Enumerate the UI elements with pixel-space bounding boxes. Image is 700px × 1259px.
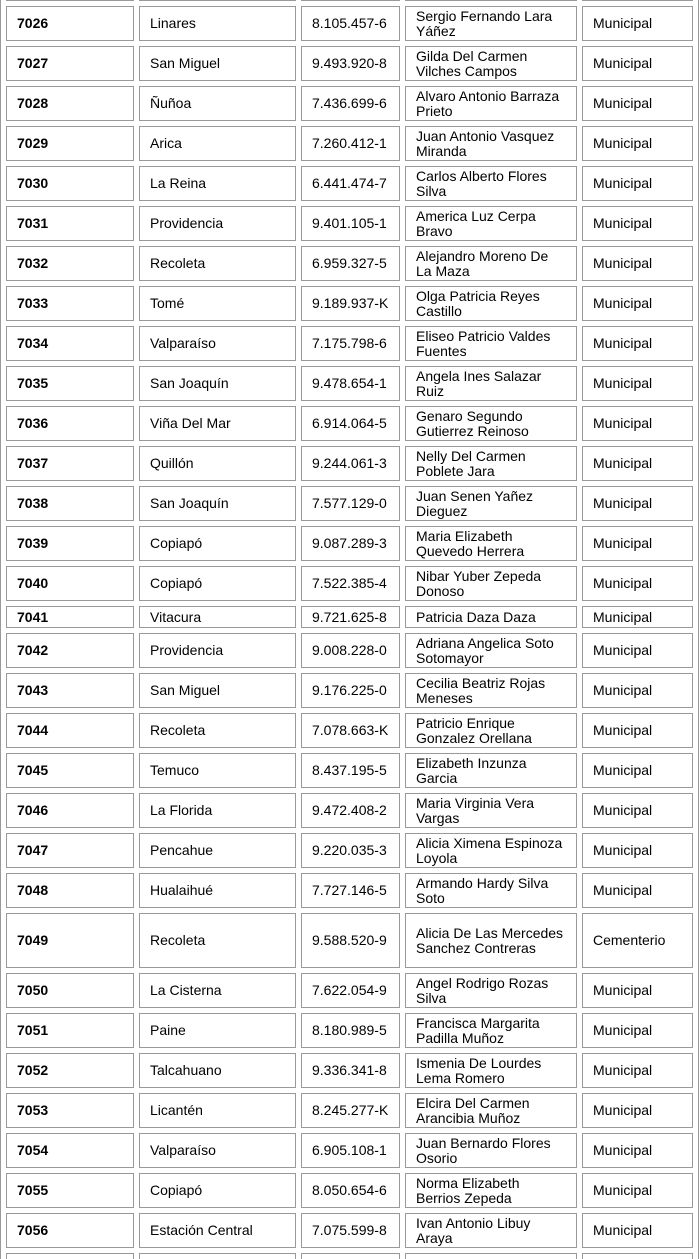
comuna-cell: San Miguel xyxy=(139,673,296,708)
comuna-cell: Quillón xyxy=(139,446,296,481)
type-cell: Municipal xyxy=(582,1173,693,1208)
table-row xyxy=(6,1093,693,1128)
name-cell: Gilda Del Carmen Vilches Campos xyxy=(405,46,577,81)
comuna-cell: Talcahuano xyxy=(139,1053,296,1088)
name-cell: Maria Elizabeth Quevedo Herrera xyxy=(405,526,577,561)
name-cell: Elizabeth Inzunza Garcia xyxy=(405,753,577,788)
rut-cell: 9.478.654-1 xyxy=(301,366,400,401)
type-cell: Municipal xyxy=(582,126,693,161)
name-cell: Juan Antonio Vasquez Miranda xyxy=(405,126,577,161)
type-cell: Municipal xyxy=(582,366,693,401)
type-cell: Municipal xyxy=(582,973,693,1008)
rut-cell: 7.522.385-4 xyxy=(301,566,400,601)
name-cell: Alicia De Las Mercedes Sanchez Contreras xyxy=(405,913,577,968)
type-cell: Municipal xyxy=(582,406,693,441)
name-cell: Francisca Margarita Padilla Muñoz xyxy=(405,1013,577,1048)
table-row xyxy=(6,633,693,668)
row-id-cell: 7043 xyxy=(6,673,134,708)
comuna-cell: Copiapó xyxy=(139,526,296,561)
table-row xyxy=(6,973,693,1008)
table-row xyxy=(6,753,693,788)
table-row xyxy=(6,86,693,121)
table-row xyxy=(6,1133,693,1168)
type-cell: Municipal xyxy=(582,1013,693,1048)
row-id-cell: 7041 xyxy=(6,606,134,628)
table-row xyxy=(6,286,693,321)
type-cell: Municipal xyxy=(582,1213,693,1248)
comuna-cell: Viña Del Mar xyxy=(139,406,296,441)
rut-cell: 9.472.408-2 xyxy=(301,793,400,828)
row-id-cell: 7036 xyxy=(6,406,134,441)
rut-cell: 7.078.663-K xyxy=(301,713,400,748)
rut-cell: 7.577.129-0 xyxy=(301,486,400,521)
comuna-cell: Paine xyxy=(139,1013,296,1048)
name-cell: Nelly Del Carmen Poblete Jara xyxy=(405,446,577,481)
comuna-cell: Copiapó xyxy=(139,1173,296,1208)
rut-cell: 9.244.061-3 xyxy=(301,446,400,481)
name-cell: Ismenia De Lourdes Lema Romero xyxy=(405,1053,577,1088)
rut-cell: 9.008.228-0 xyxy=(301,633,400,668)
table-row xyxy=(6,673,693,708)
table-row xyxy=(6,1213,693,1248)
rut-cell: 6.441.474-7 xyxy=(301,166,400,201)
comuna-cell: Copiapó xyxy=(139,566,296,601)
partial-row-bottom xyxy=(6,1253,693,1259)
row-id-cell: 7029 xyxy=(6,126,134,161)
table-row xyxy=(6,366,693,401)
comuna-cell: Vitacura xyxy=(139,606,296,628)
table-row xyxy=(6,606,693,628)
rut-cell: 9.176.225-0 xyxy=(301,673,400,708)
type-cell xyxy=(582,1253,693,1259)
name-cell: Angel Rodrigo Rozas Silva xyxy=(405,973,577,1008)
type-cell: Cementerio xyxy=(582,913,693,968)
table-row xyxy=(6,833,693,868)
comuna-cell: Estación Central xyxy=(139,1213,296,1248)
comuna-cell: Licantén xyxy=(139,1093,296,1128)
row-id-cell: 7048 xyxy=(6,873,134,908)
table-row xyxy=(6,206,693,241)
name-cell: America Luz Cerpa Bravo xyxy=(405,206,577,241)
type-cell: Municipal xyxy=(582,1133,693,1168)
type-cell: Municipal xyxy=(582,46,693,81)
comuna-cell: Linares xyxy=(139,6,296,41)
row-id-cell: 7052 xyxy=(6,1053,134,1088)
partial-row-top xyxy=(6,0,693,1)
row-id-cell: 7056 xyxy=(6,1213,134,1248)
row-id-cell xyxy=(6,0,134,1)
comuna-cell: Recoleta xyxy=(139,246,296,281)
rut-cell: 8.245.277-K xyxy=(301,1093,400,1128)
comuna-cell xyxy=(139,0,296,1)
rut-cell: 9.220.035-3 xyxy=(301,833,400,868)
rut-cell: 7.727.146-5 xyxy=(301,873,400,908)
comuna-cell: Hualaihué xyxy=(139,873,296,908)
row-id-cell: 7046 xyxy=(6,793,134,828)
comuna-cell: San Joaquín xyxy=(139,366,296,401)
type-cell: Municipal xyxy=(582,326,693,361)
row-id-cell: 7026 xyxy=(6,6,134,41)
rut-cell: 8.105.457-6 xyxy=(301,6,400,41)
rut-cell: 9.189.937-K xyxy=(301,286,400,321)
name-cell: Maria Virginia Vera Vargas xyxy=(405,793,577,828)
row-id-cell: 7051 xyxy=(6,1013,134,1048)
name-cell: Eliseo Patricio Valdes Fuentes xyxy=(405,326,577,361)
type-cell: Municipal xyxy=(582,166,693,201)
row-id-cell: 7034 xyxy=(6,326,134,361)
comuna-cell: Temuco xyxy=(139,753,296,788)
comuna-cell: Pencahue xyxy=(139,833,296,868)
table-row xyxy=(6,526,693,561)
row-id-cell: 7044 xyxy=(6,713,134,748)
name-cell: Armando Hardy Silva Soto xyxy=(405,873,577,908)
table-row xyxy=(6,446,693,481)
name-cell xyxy=(405,0,577,1)
comuna-cell: San Miguel xyxy=(139,46,296,81)
row-id-cell: 7032 xyxy=(6,246,134,281)
table-body xyxy=(6,6,693,1248)
name-cell: Genaro Segundo Gutierrez Reinoso xyxy=(405,406,577,441)
row-id-cell: 7038 xyxy=(6,486,134,521)
name-cell: Patricia Daza Daza xyxy=(405,606,577,628)
name-cell: Elcira Del Carmen Arancibia Muñoz xyxy=(405,1093,577,1128)
rut-cell xyxy=(301,0,400,1)
type-cell: Municipal xyxy=(582,873,693,908)
row-id-cell: 7042 xyxy=(6,633,134,668)
name-cell: Alicia Ximena Espinoza Loyola xyxy=(405,833,577,868)
table-row xyxy=(6,246,693,281)
rut-cell: 9.336.341-8 xyxy=(301,1053,400,1088)
type-cell xyxy=(582,0,693,1)
partial-bottom-body xyxy=(6,1253,693,1259)
type-cell: Municipal xyxy=(582,633,693,668)
table-row xyxy=(6,126,693,161)
comuna-cell: Providencia xyxy=(139,206,296,241)
name-cell: Carlos Alberto Flores Silva xyxy=(405,166,577,201)
comuna-cell: Ñuñoa xyxy=(139,86,296,121)
rut-cell: 8.437.195-5 xyxy=(301,753,400,788)
row-id-cell: 7053 xyxy=(6,1093,134,1128)
comuna-cell: La Cisterna xyxy=(139,973,296,1008)
table-row xyxy=(6,713,693,748)
rut-cell: 8.050.654-6 xyxy=(301,1173,400,1208)
type-cell: Municipal xyxy=(582,713,693,748)
name-cell: Juan Senen Yañez Dieguez xyxy=(405,486,577,521)
name-cell: Cecilia Beatriz Rojas Meneses xyxy=(405,673,577,708)
comuna-cell xyxy=(139,1253,296,1259)
type-cell: Municipal xyxy=(582,673,693,708)
type-cell: Municipal xyxy=(582,793,693,828)
partial-top-body xyxy=(6,0,693,1)
comuna-cell: La Reina xyxy=(139,166,296,201)
table-row xyxy=(6,486,693,521)
type-cell: Municipal xyxy=(582,206,693,241)
rut-cell: 9.493.920-8 xyxy=(301,46,400,81)
table-row xyxy=(6,913,693,968)
comuna-cell: San Joaquín xyxy=(139,486,296,521)
type-cell: Municipal xyxy=(582,86,693,121)
comuna-cell: Valparaíso xyxy=(139,1133,296,1168)
name-cell: Olga Patricia Reyes Castillo xyxy=(405,286,577,321)
name-cell: Norma Elizabeth Berrios Zepeda xyxy=(405,1173,577,1208)
row-id-cell: 7049 xyxy=(6,913,134,968)
comuna-cell: Tomé xyxy=(139,286,296,321)
row-id-cell: 7050 xyxy=(6,973,134,1008)
name-cell: Alvaro Antonio Barraza Prieto xyxy=(405,86,577,121)
name-cell: Ivan Antonio Libuy Araya xyxy=(405,1213,577,1248)
table-row xyxy=(6,6,693,41)
row-id-cell: 7047 xyxy=(6,833,134,868)
rut-cell: 9.087.289-3 xyxy=(301,526,400,561)
rut-cell: 8.180.989-5 xyxy=(301,1013,400,1048)
type-cell: Municipal xyxy=(582,6,693,41)
table-row xyxy=(6,1173,693,1208)
name-cell: Patricio Enrique Gonzalez Orellana xyxy=(405,713,577,748)
rut-cell: 7.175.798-6 xyxy=(301,326,400,361)
row-id-cell: 7030 xyxy=(6,166,134,201)
row-id-cell: 7040 xyxy=(6,566,134,601)
name-cell: Juan Bernardo Flores Osorio xyxy=(405,1133,577,1168)
type-cell: Municipal xyxy=(582,833,693,868)
type-cell: Municipal xyxy=(582,526,693,561)
name-cell: Angela Ines Salazar Ruiz xyxy=(405,366,577,401)
table-row xyxy=(6,46,693,81)
row-id-cell: 7055 xyxy=(6,1173,134,1208)
type-cell: Municipal xyxy=(582,446,693,481)
name-cell: Alejandro Moreno De La Maza xyxy=(405,246,577,281)
table-row xyxy=(6,793,693,828)
type-cell: Municipal xyxy=(582,1093,693,1128)
type-cell: Municipal xyxy=(582,606,693,628)
table-row xyxy=(6,1013,693,1048)
row-id-cell: 7035 xyxy=(6,366,134,401)
comuna-cell: Arica xyxy=(139,126,296,161)
rut-cell: 7.622.054-9 xyxy=(301,973,400,1008)
row-id-cell: 7054 xyxy=(6,1133,134,1168)
type-cell: Municipal xyxy=(582,566,693,601)
row-id-cell: 7037 xyxy=(6,446,134,481)
rut-cell: 6.959.327-5 xyxy=(301,246,400,281)
table-row xyxy=(6,873,693,908)
comuna-cell: Recoleta xyxy=(139,713,296,748)
row-id-cell: 7027 xyxy=(6,46,134,81)
comuna-cell: Valparaíso xyxy=(139,326,296,361)
type-cell: Municipal xyxy=(582,1053,693,1088)
type-cell: Municipal xyxy=(582,753,693,788)
rut-cell: 9.588.520-9 xyxy=(301,913,400,968)
row-id-cell: 7039 xyxy=(6,526,134,561)
comuna-cell: Recoleta xyxy=(139,913,296,968)
table-row xyxy=(6,166,693,201)
type-cell: Municipal xyxy=(582,286,693,321)
rut-cell: 6.905.108-1 xyxy=(301,1133,400,1168)
table-row xyxy=(6,406,693,441)
table-row xyxy=(6,566,693,601)
name-cell xyxy=(405,1253,577,1259)
type-cell: Municipal xyxy=(582,486,693,521)
row-id-cell: 7028 xyxy=(6,86,134,121)
type-cell: Municipal xyxy=(582,246,693,281)
comuna-cell: La Florida xyxy=(139,793,296,828)
name-cell: Adriana Angelica Soto Sotomayor xyxy=(405,633,577,668)
table-row xyxy=(6,1053,693,1088)
row-id-cell: 7031 xyxy=(6,206,134,241)
rut-cell: 9.721.625-8 xyxy=(301,606,400,628)
row-id-cell: 7045 xyxy=(6,753,134,788)
rut-cell: 9.401.105-1 xyxy=(301,206,400,241)
rut-cell: 7.436.699-6 xyxy=(301,86,400,121)
row-id-cell: 7033 xyxy=(6,286,134,321)
rut-cell xyxy=(301,1253,400,1259)
table-row xyxy=(6,326,693,361)
name-cell: Nibar Yuber Zepeda Donoso xyxy=(405,566,577,601)
rut-cell: 7.075.599-8 xyxy=(301,1213,400,1248)
row-id-cell xyxy=(6,1253,134,1259)
rut-cell: 7.260.412-1 xyxy=(301,126,400,161)
name-cell: Sergio Fernando Lara Yáñez xyxy=(405,6,577,41)
rut-cell: 6.914.064-5 xyxy=(301,406,400,441)
comuna-cell: Providencia xyxy=(139,633,296,668)
